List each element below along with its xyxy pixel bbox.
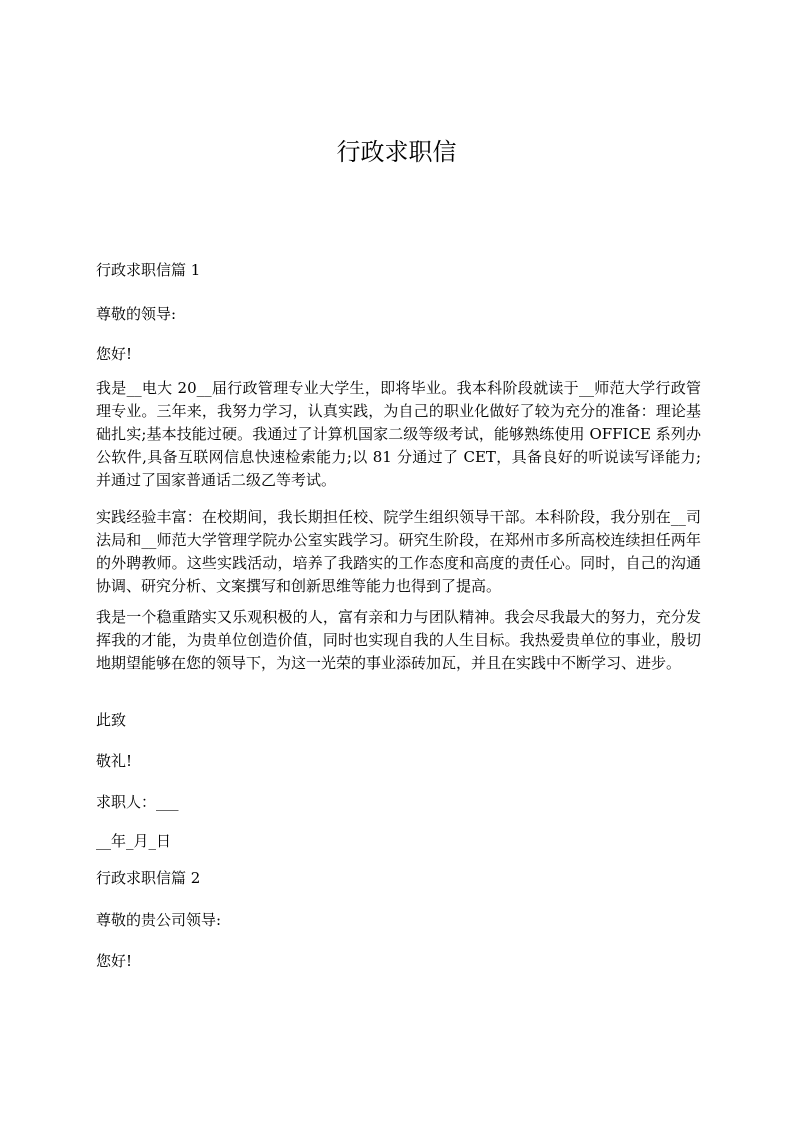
letter1-closing: 此致: [96, 711, 127, 729]
letter1-regards: 敬礼!: [96, 752, 133, 770]
letter1-paragraph-personality: 我是一个稳重踏实又乐观积极的人，富有亲和力与团队精神。我会尽我最大的努力，充分发挥我的才能，为贵单位创造价值，同时也实现自我的人生目标。我热爱贵单位的事业，殷切地期望能够在您的领导下，为这一光荣的事业添砖加瓦，并且在实践中不断学习、进步。: [96, 608, 701, 672]
letter1-applicant: 求职人：___: [96, 793, 179, 811]
letter1-paragraph-experience: 实践经验丰富：在校期间，我长期担任校、院学生组织领导干部。本科阶段，我分别在__司法局和__师范大学管理学院办公室实践学习。研究生阶段，在郑州市多所高校连续担任两年的外聘教师。这些实践活动，培养了我踏实的工作态度和高度的责任心。同时，自己的沟通协调、研究分析、文案撰写和创新思维等能力也得到了提高。: [96, 508, 701, 595]
letter1-paragraph-qualifications: 我是__电大 20__届行政管理专业大学生，即将毕业。我本科阶段就读于__师范大学行政管理专业。三年来，我努力学习，认真实践，为自己的职业化做好了较为充分的准备：理论基础扎实;基本技能过硬。我通过了计算机国家二级等级考试，能够熟练使用 OFFICE 系列办公软件,具备互联网信息快速检索能力;以 81 分通过了 CET，具备良好的听说读写译能力;并通过了国家普通话二级乙等考试。: [96, 379, 701, 489]
document-title: 行政求职信: [336, 138, 457, 166]
letter1-heading: 行政求职信篇 1: [96, 261, 201, 279]
letter1-salutation: 尊敬的领导:: [96, 305, 177, 323]
letter1-date: __年_月_日: [96, 832, 172, 850]
letter2-heading: 行政求职信篇 2: [96, 869, 201, 887]
letter2-salutation: 尊敬的贵公司领导:: [96, 911, 222, 929]
letter2-greeting: 您好!: [96, 952, 133, 970]
letter1-greeting: 您好!: [96, 345, 133, 363]
